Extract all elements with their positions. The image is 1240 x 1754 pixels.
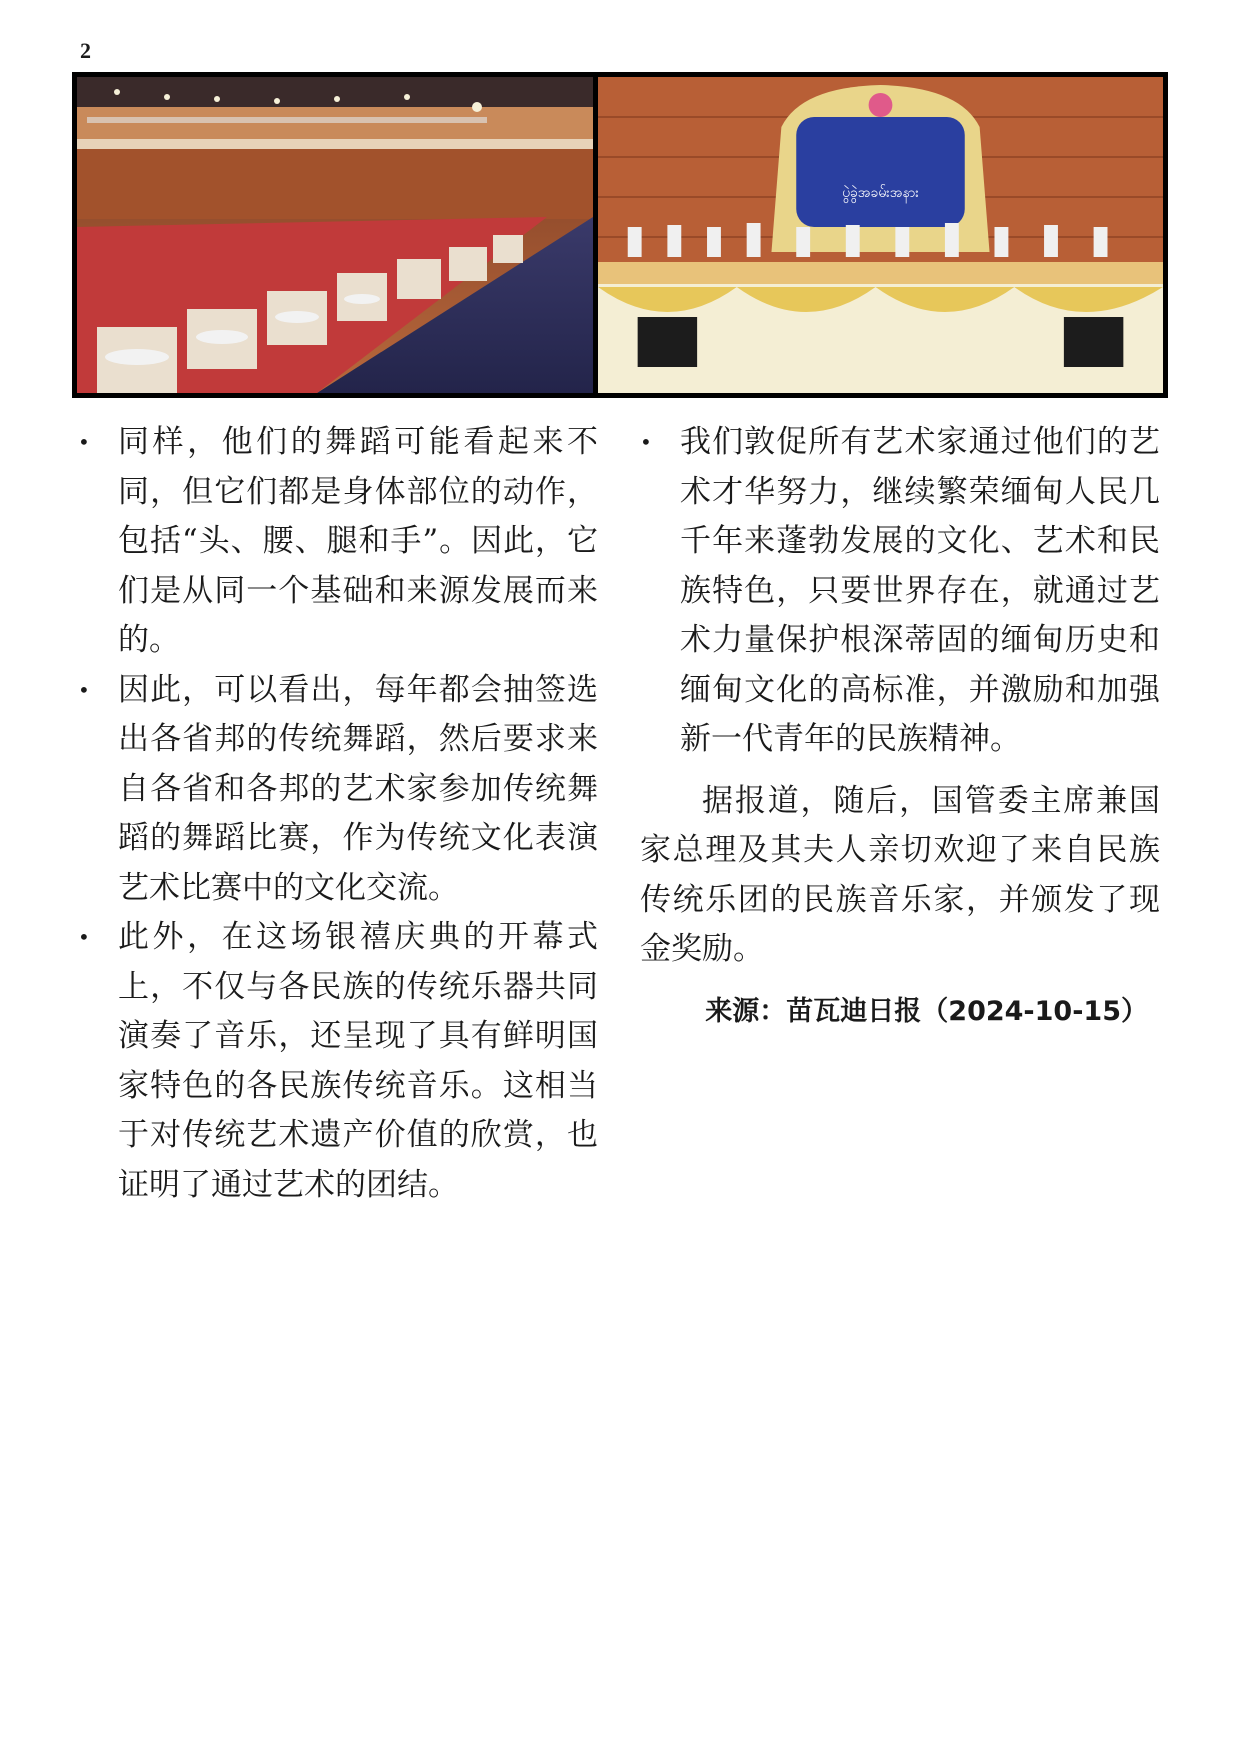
list-item-text: 因此，可以看出，每年都会抽签选出各省邦的传统舞蹈，然后要求来自各省和各邦的艺术家参加传统舞蹈的舞蹈比赛，作为传统文化表演艺术比赛中的文化交流。 [118,671,598,906]
page-number: 2 [80,38,91,63]
stage-banner-text: ပွဲခွဲအခမ်းအနား [842,184,919,202]
auditorium-photo [77,77,593,393]
stage-orchestra-photo [598,77,1163,393]
photo-strip [72,72,1168,398]
source-citation: 来源：苗瓦迪日报（2024-10-15） [705,995,1148,1027]
left-bullet-list [78,418,598,1210]
bullet-icon: • [78,430,90,454]
bullet-icon: • [78,677,90,702]
left-column [78,418,598,1210]
list-item [640,418,1160,765]
right-bullet-list [640,418,1160,765]
body-paragraph: 据报道，随后，国管委主席兼国家总理及其夫人亲切欢迎了来自民族传统乐团的民族音乐家，并颁发了现金奖励。 [640,782,1160,967]
list-item-text: 此外，在这场银禧庆典的开幕式上，不仅与各民族的传统乐器共同演奏了音乐，还呈现了具有鲜明国家特色的各民族传统音乐。这相当于对传统艺术遗产价值的欣赏，也证明了通过艺术的团结。 [118,919,598,1203]
right-column [640,418,1160,1035]
list-item [78,666,598,914]
bullet-icon: • [78,925,90,949]
list-item-text: 我们敦促所有艺术家通过他们的艺术才华努力，继续繁荣缅甸人民几千年来蓬勃发展的文化、艺术和民族特色，只要世界存在，就通过艺术力量保护根深蒂固的缅甸历史和缅甸文化的高标准，并激励和加强新一代青年的民族精神。 [680,424,1160,757]
list-item [78,913,598,1210]
list-item-text: 同样，他们的舞蹈可能看起来不同，但它们都是身体部位的动作，包括“头、腰、腿和手”。因此，它们是从同一个基础和来源发展而来的。 [118,424,598,658]
list-item [78,418,598,666]
bullet-icon: • [640,430,652,454]
